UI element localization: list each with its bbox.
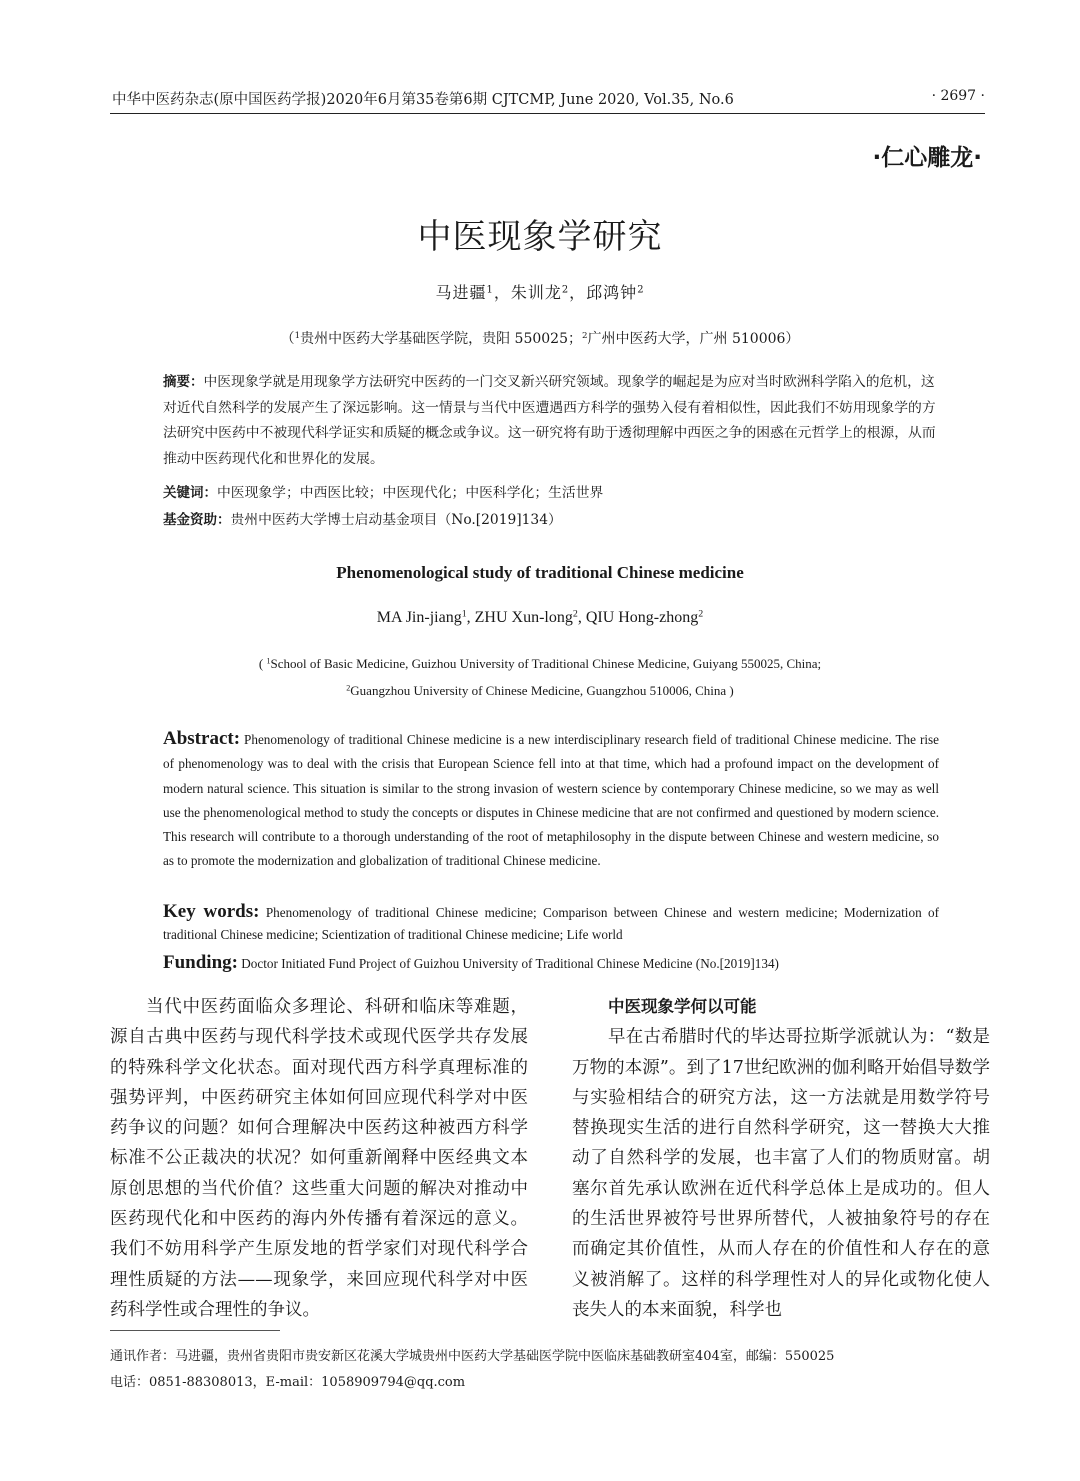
keywords-text-cn: 中医现象学；中西医比较；中医现代化；中医科学化；生活世界 — [217, 485, 604, 501]
affiliation-mark: 1 — [294, 331, 301, 342]
column-title: ·仁心雕龙· — [872, 145, 982, 171]
body-column-right — [572, 992, 990, 1325]
paper-title-cn: 中医现象学研究 — [417, 217, 663, 257]
keywords-text-en: Phenomenology of traditional Chinese medicine; Comparison between Chinese and western medicine; Modernization of traditional Chinese medicine; Scientization of traditional Chinese medicine; Life world — [163, 905, 940, 942]
abstract-label-en: Abstract: — [163, 728, 241, 749]
affiliation-mark: 2 — [572, 608, 578, 620]
keywords-label-en: Key words: — [163, 901, 260, 922]
affiliation-en-line1 — [0, 656, 1080, 672]
affiliation-mark: 2 — [561, 284, 570, 296]
author-name: 朱训龙 — [510, 283, 562, 302]
abstract-en — [163, 727, 939, 874]
author-name: , QIU Hong-zhong — [577, 609, 699, 626]
affiliation-mark: 1 — [461, 608, 467, 620]
abstract-text-cn: 中医现象学就是用现象学方法研究中医药的一门交叉新兴研究领域。现象学的崛起是为应对当时欧洲科学陷入的危机，这对近代自然科学的发展产生了深远影响。这一情景与当代中医遭遇西方科学的强势入侵有着相似性，因此我们不妨用现象学的方法研究中医药中不被现代科学证实和质疑的概念或争议。这一研究将有助于透彻理解中西医之争的困惑在元哲学上的根源，从而推动中医药现代化和世界化的发展。 — [163, 374, 936, 467]
authors-cn — [0, 280, 1080, 303]
affiliation-mark: 1 — [486, 284, 494, 296]
affiliation-mark: 2 — [582, 331, 588, 342]
section-heading: 中医现象学何以可能 — [608, 997, 757, 1016]
paren: （ — [280, 331, 295, 347]
funding-label-en: Funding: — [163, 952, 238, 973]
funding-label-cn: 基金资助： — [163, 512, 231, 528]
body-column-left: 当代中医药面临众多理论、科研和临床等难题，源自古典中医药与现代科学技术或现代医学共存发展的特殊科学文化状态。面对现代西方科学真理标准的强势评判，中医药研究主体如何回应现代科学对中医药争议的问题？如何合理解决中医药这种被西方科学标准不公正裁决的状况？如何重新阐释中医经典文本原创思想的当代价值？这些重大问题的解决对推动中医药现代化和中医药的海内外传播有着深远的意义。我们不妨用科学产生原发地的哲学家们对现代科学合理性质疑的方法——现象学，来回应现代科学对中医药科学性或合理性的争议。 — [110, 997, 528, 1320]
author-name: , ZHU Xun-long — [466, 609, 573, 626]
affiliations-cn — [0, 328, 1080, 348]
header-rule — [110, 113, 985, 114]
paper-title-en: Phenomenological study of traditional Chinese medicine — [336, 563, 744, 582]
affiliation-text: 贵州中医药大学基础医学院，贵阳 550025； — [300, 331, 582, 347]
keywords-label-cn: 关键词： — [163, 485, 217, 501]
paren: ( — [258, 656, 267, 671]
author-name: 邱鸿钟 — [586, 283, 638, 302]
affiliation-text: School of Basic Medicine, Guizhou University of Traditional Chinese Medicine, Guiyang 550025, China; — [270, 656, 822, 671]
page-number: · 2697 · — [931, 88, 985, 104]
affiliation-mark: 2 — [346, 683, 351, 693]
keywords-en — [163, 901, 939, 946]
contact-note: 电话：0851-88308013，E-mail：1058909794@qq.com — [110, 1375, 466, 1390]
author-name: 马进疆 — [435, 283, 487, 302]
abstract-cn — [163, 370, 940, 472]
affiliation-en-line2 — [0, 683, 1080, 699]
journal-header: 中华中医药杂志(原中国医药学报)2020年6月第35卷第6期 CJTCMP, June 2020, Vol.35, No.6 — [112, 92, 734, 108]
abstract-text-en: Phenomenology of traditional Chinese medicine is a new interdisciplinary research field of traditional Chinese medicine. The rise of phenomenology was to deal with the crisis that European Science fell into at that time, which had a profound impact on the development of modern natural science. This situation is similar to the strong invasion of western science by contemporary Chinese medicine, so we may as well use the phenomenological method to study the concepts or disputes in Chinese medicine that are not confirmed and questioned by modern science. This research will contribute to a thorough understanding of the root of metaphilosophy in the dispute between Chinese and western medicine, so as to promote the modernization and globalization of traditional Chinese medicine. — [163, 732, 939, 869]
keywords-cn — [163, 481, 940, 507]
affiliation-mark: 2 — [698, 608, 704, 620]
body-paragraph: 早在古希腊时代的毕达哥拉斯学派就认为：“数是万物的本源”。到了17世纪欧洲的伽利略开始倡导数学与实验相结合的研究方法，这一方法就是用数学符号替换现实生活的进行自然科学研究，这一替换大大推动了自然科学的发展，也丰富了人们的物质财富。胡塞尔首先承认欧洲在近代科学总体上是成功的。但人的生活世界被符号世界所替代，人被抽象符号的存在而确定其价值性，从而人存在的价值性和人存在的意义被消解了。这样的科学理性对人的异化或物化使人丧失人的本来面貌，科学也 — [572, 1027, 990, 1320]
abstract-label-cn: 摘要： — [163, 374, 204, 390]
separator: ， — [569, 283, 587, 302]
footnote-rule — [110, 1330, 280, 1331]
affiliation-text: 广州中医药大学，广州 510006） — [587, 331, 800, 347]
affiliation-mark: 1 — [266, 656, 271, 666]
funding-text-en: Doctor Initiated Fund Project of Guizhou University of Traditional Chinese Medicine (No.[2019]134) — [241, 956, 779, 971]
funding-cn — [163, 508, 940, 534]
funding-en — [163, 951, 939, 976]
authors-en — [0, 609, 1080, 627]
correspondence-note: 通讯作者：马进疆，贵州省贵阳市贵安新区花溪大学城贵州中医药大学基础医学院中医临床基础教研室404室，邮编：550025 — [110, 1349, 835, 1364]
author-name: MA Jin-jiang — [376, 609, 462, 626]
funding-text-cn: 贵州中医药大学博士启动基金项目（No.[2019]134） — [230, 512, 562, 528]
affiliation-text: Guangzhou University of Chinese Medicine, Guangzhou 510006, China ) — [350, 683, 734, 698]
separator: ， — [493, 283, 511, 302]
affiliation-mark: 2 — [637, 284, 645, 296]
